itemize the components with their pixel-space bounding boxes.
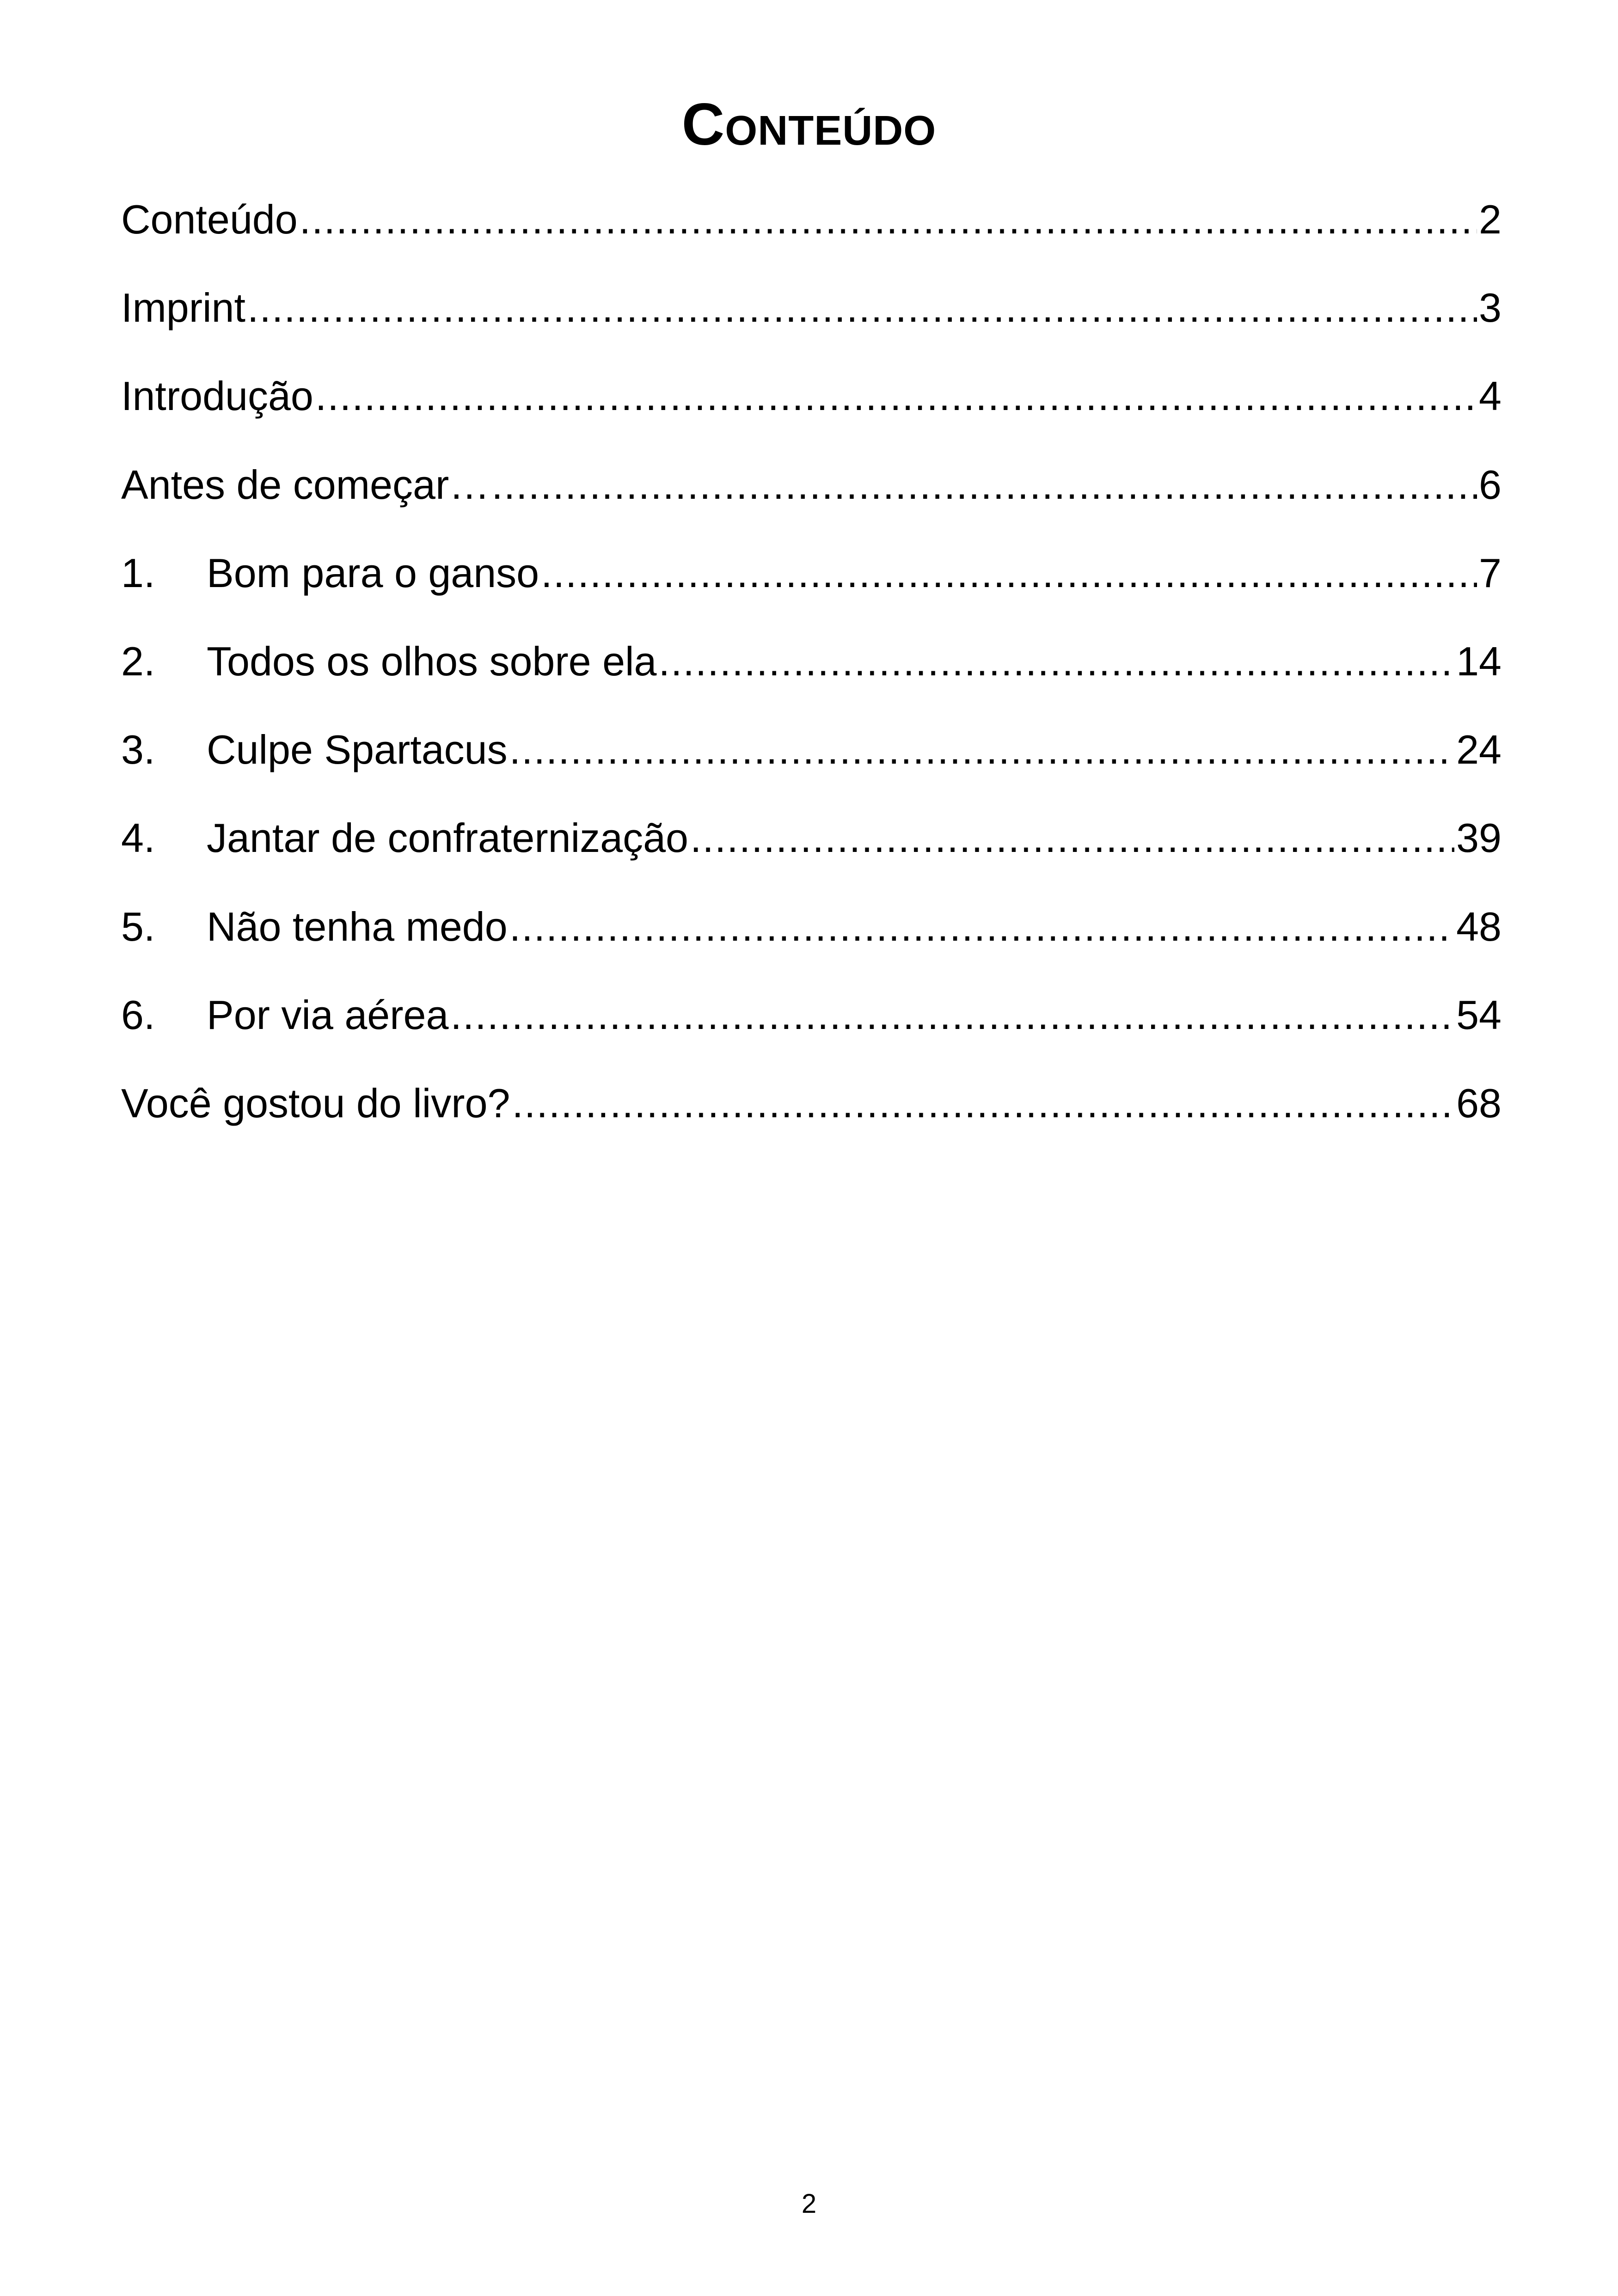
chapter-number: 2. xyxy=(121,638,155,684)
toc-entry-antes-de-comecar[interactable] xyxy=(121,450,1502,539)
toc-entry-page: 24 xyxy=(1456,727,1502,773)
toc-entry-label: Jantar de confraternização xyxy=(207,815,688,861)
toc-entry-label: Todos os olhos sobre ela xyxy=(207,638,657,684)
chapter-number: 5. xyxy=(121,903,155,949)
dot-leader xyxy=(315,361,1477,431)
dot-leader xyxy=(541,539,1477,608)
toc-entry-label: Você gostou do livro? xyxy=(121,1080,510,1126)
page-number: 2 xyxy=(801,2189,817,2219)
toc-entry-page: 68 xyxy=(1456,1080,1502,1126)
toc-entry-page: 7 xyxy=(1479,550,1502,596)
dot-leader xyxy=(509,715,1455,784)
dot-leader xyxy=(659,627,1455,696)
toc-entry-voce-gostou[interactable] xyxy=(121,1069,1502,1157)
toc-entry-label: Antes de começar… xyxy=(121,461,490,508)
toc-entry-chapter-5[interactable] xyxy=(121,892,1502,980)
dot-leader xyxy=(512,1069,1454,1138)
chapter-number: 1. xyxy=(121,550,155,596)
chapter-number: 3. xyxy=(121,727,155,773)
toc-entry-label: Culpe Spartacus xyxy=(207,727,508,773)
dot-leader xyxy=(690,803,1454,873)
toc-entry-page: 14 xyxy=(1456,638,1502,684)
toc-entry-label: Introdução xyxy=(121,373,313,419)
dot-leader xyxy=(491,450,1477,520)
toc-entry-page: 54 xyxy=(1456,992,1502,1038)
toc-entry-label: Não tenha medo xyxy=(207,903,508,949)
toc-entry-chapter-3[interactable] xyxy=(121,715,1502,803)
toc-entry-chapter-6[interactable] xyxy=(121,980,1502,1069)
toc-entry-page: 3 xyxy=(1479,285,1502,331)
toc-entry-chapter-4[interactable] xyxy=(121,803,1502,892)
toc-entry-page: 48 xyxy=(1456,903,1502,949)
toc-entry-page: 6 xyxy=(1479,461,1502,508)
page-title: Conteúdo xyxy=(681,92,937,158)
dot-leader xyxy=(450,980,1454,1050)
toc-entry-label: Imprint xyxy=(121,285,245,331)
chapter-number: 6. xyxy=(121,992,155,1038)
dot-leader xyxy=(300,185,1477,254)
toc-entry-label: Conteúdo xyxy=(121,196,298,242)
toc-entry-label: Por via aérea xyxy=(207,992,449,1038)
dot-leader xyxy=(247,273,1477,343)
chapter-number: 4. xyxy=(121,815,155,861)
dot-leader xyxy=(509,892,1454,961)
toc-entry-imprint[interactable] xyxy=(121,273,1502,361)
toc-entry-introducao[interactable] xyxy=(121,361,1502,450)
toc-entry-page: 4 xyxy=(1479,373,1502,419)
toc-entry-chapter-2[interactable] xyxy=(121,627,1502,715)
toc-entry-page: 39 xyxy=(1456,815,1502,861)
toc-entry-chapter-1[interactable] xyxy=(121,539,1502,627)
toc-entry-page: 2 xyxy=(1479,196,1502,242)
toc-entry-label: Bom para o ganso xyxy=(207,550,539,596)
table-of-contents xyxy=(121,185,1502,1157)
toc-entry-conteudo[interactable] xyxy=(121,185,1502,273)
